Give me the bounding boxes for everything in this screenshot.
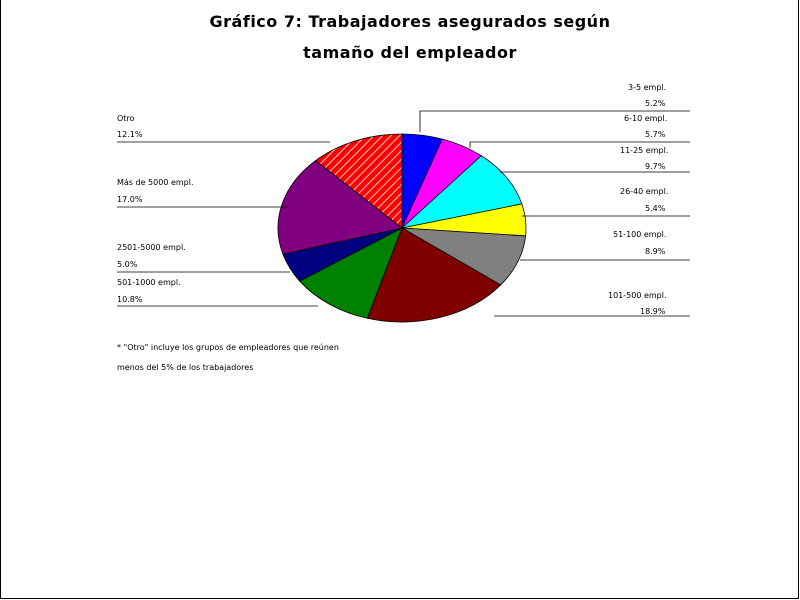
slice-label-3-5: 3-5 empl.	[628, 83, 667, 92]
slice-value-otro: 12.1%	[117, 130, 143, 139]
slice-label-501-1000: 501-1000 empl.	[117, 278, 181, 287]
slice-label-51-100: 51-100 empl.	[613, 230, 667, 239]
footnote-line1: * "Otro" incluye los grupos de empleadores que reúnen	[117, 343, 339, 352]
slice-label-2501-5000: 2501-5000 empl.	[117, 243, 186, 252]
slice-value-mas-5000: 17.0%	[117, 195, 143, 204]
slice-value-2501-5000: 5.0%	[117, 260, 138, 269]
slice-value-51-100: 8.9%	[645, 247, 666, 256]
chart-title-line1: Gráfico 7: Trabajadores asegurados según	[209, 12, 611, 31]
footnote-line2: menos del 5% de los trabajadores	[117, 363, 254, 372]
slice-label-6-10: 6-10 empl.	[624, 114, 668, 123]
slice-label-mas-5000: Más de 5000 empl.	[117, 178, 194, 187]
slice-value-501-1000: 10.8%	[117, 295, 143, 304]
slice-label-101-500: 101-500 empl.	[608, 291, 667, 300]
slice-value-101-500: 18.9%	[640, 307, 666, 316]
slice-value-3-5: 5.2%	[645, 99, 666, 108]
slice-label-otro: Otro	[117, 114, 135, 123]
slice-value-6-10: 5.7%	[645, 130, 666, 139]
chart-title-line2: tamaño del empleador	[303, 43, 517, 62]
slice-value-26-40: 5.4%	[645, 204, 666, 213]
pie-slices	[278, 134, 526, 322]
slice-value-11-25: 9.7%	[645, 162, 666, 171]
slice-label-26-40: 26-40 empl.	[620, 187, 669, 196]
slice-label-11-25: 11-25 empl.	[620, 146, 669, 155]
